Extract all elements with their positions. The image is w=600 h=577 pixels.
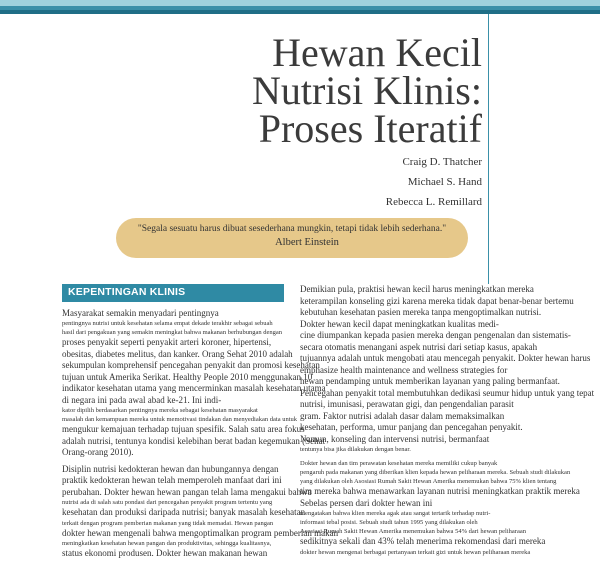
text-line: emphasize health maintenance and wellness strategies for xyxy=(300,364,508,375)
text-line: kator dipilih berdasarkan pentingnya mereka sebagai kesehatan masyarakat xyxy=(62,407,258,414)
title-line-2: Nutrisi Klinis: xyxy=(251,68,482,113)
author-list xyxy=(386,152,482,212)
vertical-rule xyxy=(488,14,489,284)
text-line: indikator kesehatan utama yang mencerminkan masalah kesehatan utama xyxy=(62,383,326,393)
text-line: Masyarakat semakin menyadari pentingnya xyxy=(62,307,219,318)
epigraph-author: Albert Einstein xyxy=(275,237,339,248)
right-column-body xyxy=(300,284,600,557)
text-line: meningkatkan kesehatan hewan pangan dan produktivitas, sehingga kualitasnya, xyxy=(62,540,272,547)
text-line: praktik kedokteran hewan telah memperoleh manfaat dari ini xyxy=(62,475,282,485)
text-line: terkait dengan program pemberian makanan yang tidak memadai. Hewan pangan xyxy=(62,519,274,527)
text-line: Orang-orang 2010). xyxy=(62,447,134,457)
text-line: kebutuhan kesehatan pasien mereka tanpa mengoptimalkan nutrisi. xyxy=(300,307,542,317)
text-line: tujuan untuk Amerika Serikat. Healthy People 2010 menggunakan 10 xyxy=(62,371,313,382)
text-line: sedikitnya sekali dan 43% telah menerima rekomendasi dari mereka xyxy=(300,536,546,546)
text-line: hasil dari pengakuan yang semakin meningkat bahwa makanan berhubungan dengan xyxy=(62,329,283,336)
text-line: secara otomatis menangani aspek nutrisi dari setiap kasus, apakah xyxy=(300,341,538,352)
text-line: kesehatan, performa, umur panjang dan pencegahan penyakit. xyxy=(300,422,523,432)
epigraph-text: "Segala sesuatu harus dibuat sesederhana mungkin, tetapi tidak lebih sederhana." xyxy=(137,224,447,234)
title-line-3: Proses Iteratif xyxy=(258,106,482,151)
epigraph-box xyxy=(116,218,468,258)
text-line: gram. Faktor nutrisi adalah dasar dalam memaksimalkan xyxy=(300,410,505,421)
text-line: adalah nutrisi, tentunya kondisi kelebihan berat badan kegemukan (Sehat xyxy=(62,435,326,446)
text-line: obesitas, diabetes melitus, dan kanker. Orang Sehat 2010 adalah xyxy=(62,348,293,359)
text-line: sekumpulan komprehensif pencegahan penyakit dan promosi kesehatan xyxy=(62,360,320,370)
text-line: kesehatan dan produksi daripada nutrisi; banyak masalah kesehatan xyxy=(62,507,306,517)
left-column-body xyxy=(62,307,339,560)
text-line: informasi tebal posisi. Sebuah studi tahun 1995 yang dilakukan oleh xyxy=(300,519,478,526)
text-line: Demikian pula, praktisi hewan kecil harus meningkatkan mereka xyxy=(300,284,534,294)
title-line-1: Hewan Kecil xyxy=(272,30,482,75)
text-line: dokter hewan mengenali bahwa mengoptimalkan program pemberian makan xyxy=(62,527,339,538)
text-line: tentunya bisa jika dilakukan dengan benar. xyxy=(300,446,411,453)
text-line: Dokter hewan kecil dapat meningkatkan kualitas medi- xyxy=(300,318,499,329)
text-line: Dokter hewan dan tim perawatan kesehatan mereka memiliki cukup banyak xyxy=(300,460,498,467)
text-line: keterampilan konseling gizi karena mereka tidak dapat benar-benar bertemu xyxy=(300,295,574,306)
text-line: status ekonomi produsen. Dokter hewan makanan hewan xyxy=(62,548,268,558)
text-line: Pencegahan penyakit total membutuhkan dedikasi seumur hidup untuk yang tepat xyxy=(300,387,595,398)
text-line: perubahan. Dokter hewan hewan pangan telah lama mengakui bahwa xyxy=(62,486,312,497)
text-line: cine diumpankan kepada pasien mereka dengan pengenalan dan sistematis- xyxy=(300,330,571,340)
left-column xyxy=(62,284,339,560)
text-line: Asosiasi Rumah Sakit Hewan Amerika menemukan bahwa 54% dari hewan peliharaan xyxy=(300,528,526,535)
text-line: tim mereka bahwa menawarkan layanan nutrisi meningkatkan praktik mereka xyxy=(300,486,580,496)
author-3: Rebecca L. Remillard xyxy=(385,196,482,208)
text-line: yang dilakukan oleh Asosiasi Rumah Sakit Hewan Amerika menemukan bahwa 75% klien tentang xyxy=(300,478,557,485)
text-line: nutrisi, imunisasi, perawatan gigi, dan pengendalian parasit xyxy=(300,399,514,409)
text-line: di negara ini pada awal abad ke-21. Ini indi- xyxy=(62,394,222,405)
header-band-shadow xyxy=(0,10,600,14)
text-line: Namun, konseling dan intervensi nutrisi, bermanfaat xyxy=(300,433,490,444)
author-1: Craig D. Thatcher xyxy=(402,156,482,168)
text-line: hewan pendamping untuk memberikan layanan yang paling bermanfaat. xyxy=(300,376,560,386)
section-heading: KEPENTINGAN KLINIS xyxy=(62,284,284,302)
text-line: mengatakan bahwa klien mereka agak atau sangat tertarik terhadap nutri- xyxy=(300,510,491,517)
text-line: dokter hewan mengenai berbagai pertanyaan terkait gizi untuk hewan peliharaan mereka xyxy=(300,548,531,556)
text-line: tujuannya adalah untuk mengobati atau mencegah penyakit. Dokter hewan harus xyxy=(300,353,591,363)
text-line: pengaruh pada makanan yang diberikan klien kepada hewan peliharaan mereka. Sebuah studi dilakukan xyxy=(300,469,571,476)
text-line: Sebelas persen dari dokter hewan ini xyxy=(300,497,433,508)
text-line: nutrisi ada di salah satu pondasi dari pencegahan penyakit program tertentu yang xyxy=(62,499,273,506)
text-line: proses penyakit seperti penyakit arteri koroner, hipertensi, xyxy=(62,337,272,347)
text-line: mengukur kemajuan terhadap tujuan spesifik. Salah satu area fokus xyxy=(62,424,305,434)
header-band-highlight xyxy=(0,0,600,6)
right-column xyxy=(300,284,600,557)
text-line: pentingnya nutrisi untuk kesehatan selama empat dekade terakhir sebagai sebuah xyxy=(62,320,273,327)
chapter-title xyxy=(251,30,482,151)
text-line: Disiplin nutrisi kedokteran hewan dan hubungannya dengan xyxy=(62,463,279,474)
text-line: masalah dan kemampuan mereka untuk memotivasi tindakan dan menyediakan data untuk xyxy=(62,416,298,423)
author-2: Michael S. Hand xyxy=(407,176,482,188)
